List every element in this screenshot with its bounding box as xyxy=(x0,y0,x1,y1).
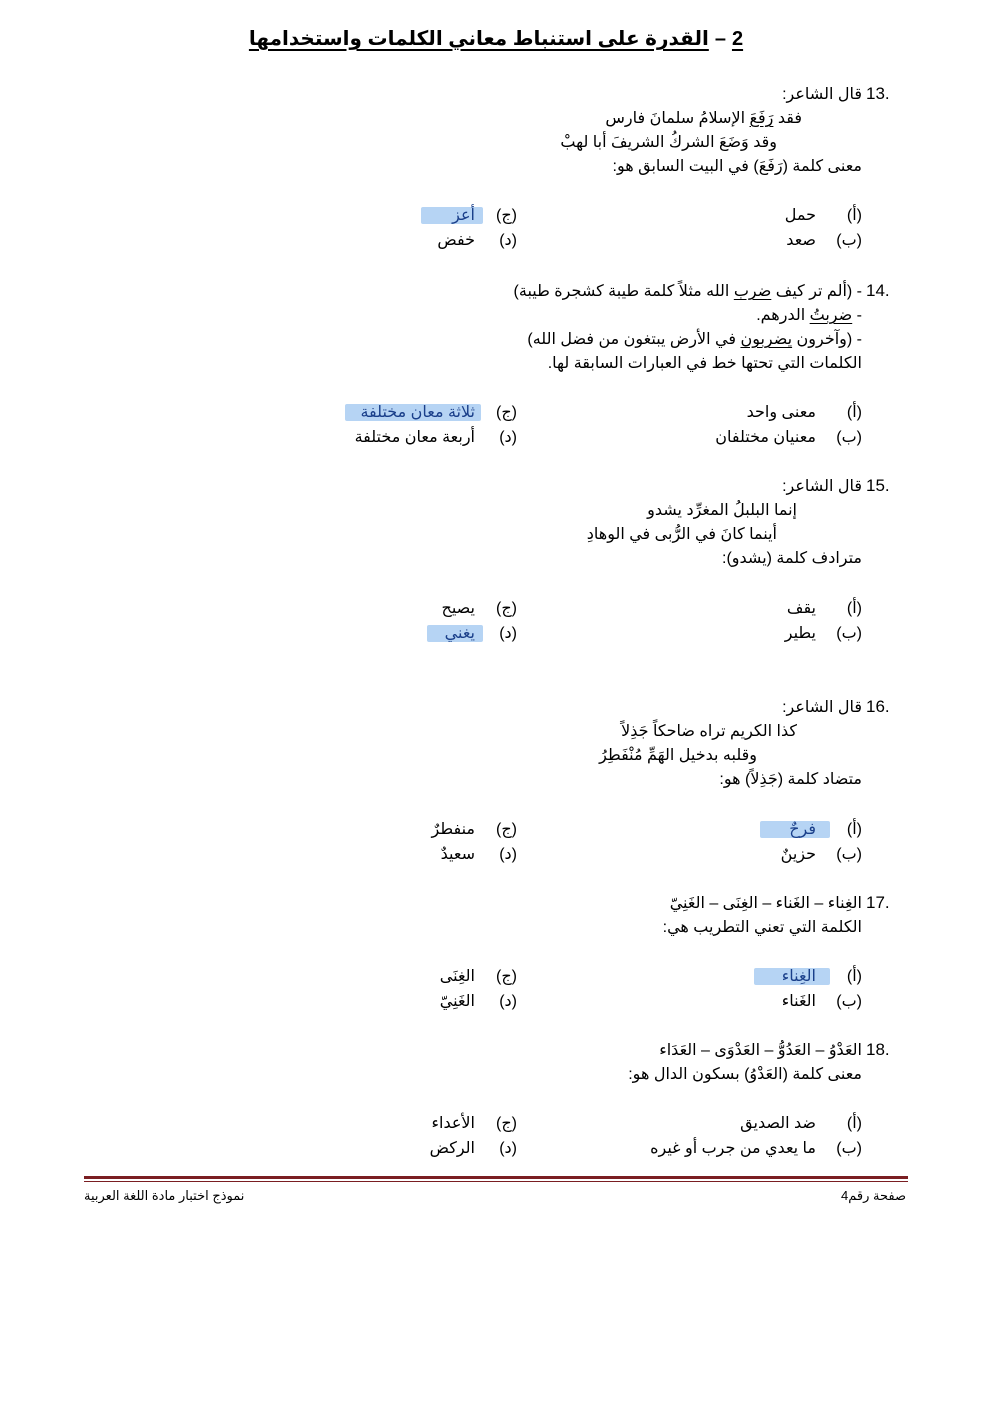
sentence-part: - (وآخرون xyxy=(796,331,862,348)
option-label: (ج) xyxy=(496,968,517,985)
section-title-number: 2 xyxy=(731,28,744,50)
option-text: خفض xyxy=(437,232,475,249)
option-label: (أ) xyxy=(846,821,862,838)
option-a[interactable] xyxy=(462,204,862,228)
option-label: (ب) xyxy=(836,993,862,1010)
option-text: أعز xyxy=(452,207,475,224)
verse-line: إنما البلبلُ المغرِّد يشدو xyxy=(647,502,797,519)
option-label: (ب) xyxy=(836,1140,862,1157)
question-text: قال الشاعر: xyxy=(782,478,862,495)
question-prompt: متضاد كلمة (جَذِلاً) هو: xyxy=(719,771,862,788)
option-text: الغِناء xyxy=(781,968,816,985)
option-text: يغني xyxy=(444,625,475,642)
sentence-part: - (ألم تر كيف xyxy=(775,283,862,300)
option-text: فرحٌ xyxy=(789,821,816,838)
option-b[interactable] xyxy=(522,990,862,1014)
option-b[interactable] xyxy=(522,843,862,867)
question-number: 17. xyxy=(866,893,890,912)
option-text: الغَنِيّ xyxy=(439,993,475,1010)
option-label: (د) xyxy=(499,429,517,446)
word-list: الغِناء – الغَناء – الغِنَى – الغَنِيّ xyxy=(669,895,862,912)
question-prompt: الكلمة التي تعني التطريب هي: xyxy=(662,919,862,936)
option-text: أربعة معان مختلفة xyxy=(354,429,475,446)
option-label: (د) xyxy=(499,993,517,1010)
question-number: 15. xyxy=(866,476,890,495)
option-a[interactable] xyxy=(522,818,862,842)
option-text: الأعداء xyxy=(431,1115,475,1132)
underlined-word: ضرب xyxy=(733,283,772,300)
option-d[interactable] xyxy=(317,1137,517,1161)
verse-word: فقد xyxy=(777,110,802,127)
verse-line: أينما كانَ في الرُّبى في الوهادِ xyxy=(586,526,777,543)
footer-divider xyxy=(84,1176,908,1179)
sentence-line xyxy=(756,305,862,325)
option-text: صعد xyxy=(786,232,816,249)
option-text: الغَناء xyxy=(781,993,816,1010)
option-label: (ج) xyxy=(496,821,517,838)
verse-line: وقلبه بدخيل الهَمِّ مُنْفَطِرُ xyxy=(599,747,757,764)
question-text: قال الشاعر: xyxy=(782,699,862,716)
option-label: (أ) xyxy=(846,404,862,421)
question-text: قال الشاعر: xyxy=(782,86,862,103)
exam-title: نموذج اختبار مادة اللغة العربية xyxy=(84,1188,245,1203)
option-c[interactable] xyxy=(317,818,517,842)
question-number: 14. xyxy=(866,281,890,300)
option-d[interactable] xyxy=(317,622,517,646)
option-label: (د) xyxy=(499,625,517,642)
underlined-word: ضربتُ xyxy=(809,307,853,324)
option-d[interactable] xyxy=(317,229,517,253)
option-d[interactable] xyxy=(317,843,517,867)
option-text: الغِنَى xyxy=(439,968,475,985)
option-text: حمل xyxy=(784,207,816,224)
sentence-line xyxy=(514,281,862,301)
sentence-part: الدرهم. xyxy=(756,307,806,324)
option-label: (ج) xyxy=(496,600,517,617)
option-text: الركض xyxy=(429,1140,475,1157)
option-label: (ج) xyxy=(496,404,517,421)
question-number: 13. xyxy=(866,84,890,103)
option-label: (ب) xyxy=(836,429,862,446)
option-c[interactable] xyxy=(317,965,517,989)
option-a[interactable] xyxy=(522,401,862,425)
question-prompt: معنى كلمة (رَفَعَ) في البيت السابق هو: xyxy=(612,158,862,175)
option-a[interactable] xyxy=(522,1112,862,1136)
option-text: معنى واحد xyxy=(746,404,816,421)
option-label: (أ) xyxy=(846,968,862,985)
word-list: العَدْوُ – العَدُوُّ – العَدْوَى – العَدَاء xyxy=(659,1042,862,1059)
option-b[interactable] xyxy=(522,426,862,450)
underlined-word: يضربون xyxy=(740,331,793,348)
option-text: ضد الصديق xyxy=(740,1115,816,1132)
verse-word: الإسلامُ سلمانَ فارس xyxy=(605,110,746,127)
option-label: (ج) xyxy=(496,1115,517,1132)
option-d[interactable] xyxy=(317,426,517,450)
question-number: 18. xyxy=(866,1040,890,1059)
question-number: 16. xyxy=(866,697,890,716)
option-label: (ج) xyxy=(496,207,517,224)
option-label: (ب) xyxy=(836,625,862,642)
sentence-part: - xyxy=(856,307,862,324)
option-a[interactable] xyxy=(522,965,862,989)
sentence-line xyxy=(527,329,862,349)
sentence-part: الله مثلاً كلمة طيبة كشجرة طيبة) xyxy=(513,283,730,300)
option-c[interactable] xyxy=(317,1112,517,1136)
option-d[interactable] xyxy=(317,990,517,1014)
option-text: سعيدٌ xyxy=(440,846,475,863)
option-text: يطير xyxy=(784,625,816,642)
option-label: (د) xyxy=(499,1140,517,1157)
option-text: حزينٌ xyxy=(780,846,816,863)
option-text: يصيح xyxy=(441,600,475,617)
option-text: منفطرٌ xyxy=(431,821,475,838)
option-label: (أ) xyxy=(846,1115,862,1132)
option-label: (ب) xyxy=(836,846,862,863)
option-label: (أ) xyxy=(846,600,862,617)
question-prompt: مترادف كلمة (يشدو): xyxy=(722,550,862,567)
option-label: (ب) xyxy=(836,232,862,249)
page-number: صفحة رقم4 xyxy=(841,1188,906,1203)
option-label: (د) xyxy=(499,846,517,863)
option-b[interactable] xyxy=(522,622,862,646)
section-title xyxy=(0,26,992,51)
option-text: يقف xyxy=(786,600,816,617)
option-label: (د) xyxy=(499,232,517,249)
option-text: معنيان مختلفان xyxy=(715,429,816,446)
option-text: ما يعدي من جرب أو غيره xyxy=(650,1140,816,1157)
verse-line xyxy=(605,108,802,128)
verse-line: وقد وَضَعَ الشركُ الشريفَ أبا لهبْ xyxy=(560,134,777,151)
underlined-word: رَفَعَ xyxy=(749,110,774,127)
verse-line: كذا الكريم تراه ضاحكاً جَذِلاً xyxy=(621,723,797,740)
option-b[interactable] xyxy=(462,229,862,253)
option-text: ثلاثة معان مختلفة xyxy=(360,404,475,421)
option-c[interactable] xyxy=(317,204,517,228)
section-title-text: القدرة على استنباط معاني الكلمات واستخدامها xyxy=(248,28,709,50)
option-c[interactable] xyxy=(317,401,517,425)
option-a[interactable] xyxy=(522,597,862,621)
sentence-part: في الأرض يبتغون من فضل الله) xyxy=(527,331,736,348)
question-prompt: الكلمات التي تحتها خط في العبارات السابقة لها. xyxy=(547,355,862,372)
footer-divider-thin xyxy=(84,1181,908,1182)
section-title-dash: – xyxy=(714,28,726,50)
question-prompt: معنى كلمة (العَدْوُ) بسكون الدال هو: xyxy=(628,1066,862,1083)
option-b[interactable] xyxy=(522,1137,862,1161)
option-c[interactable] xyxy=(317,597,517,621)
option-label: (أ) xyxy=(846,207,862,224)
